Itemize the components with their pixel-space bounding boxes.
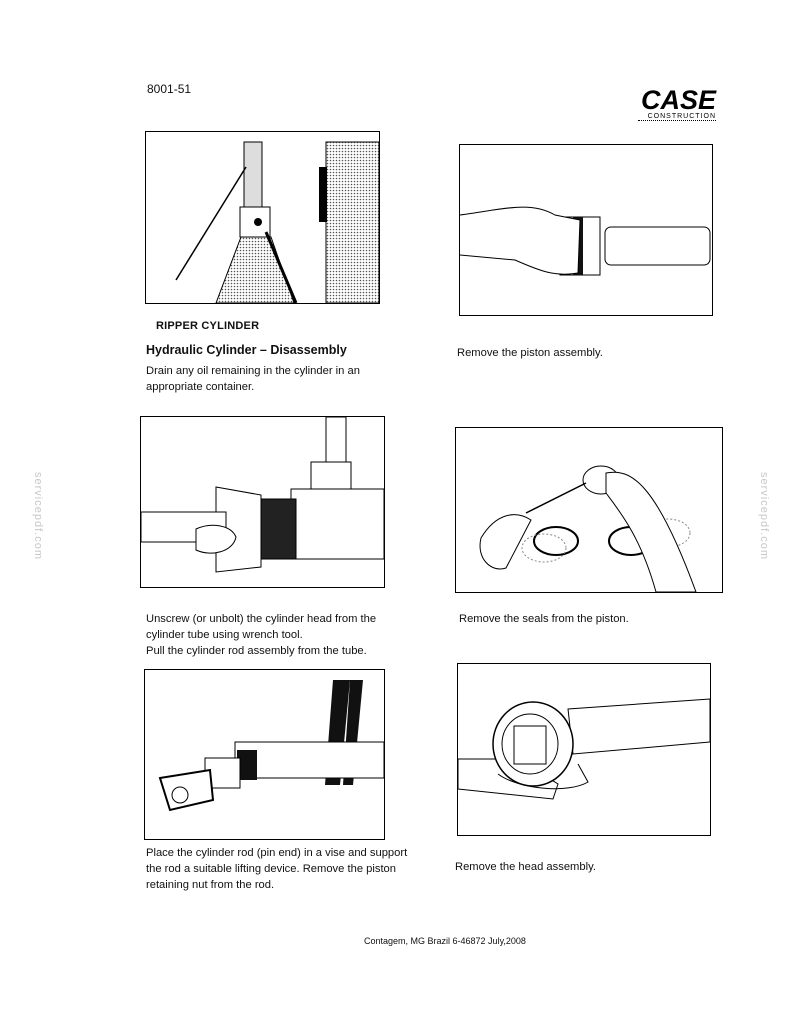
logo-subtext: CONSTRUCTION — [638, 113, 716, 121]
watermark-left: servicepdf.com — [31, 472, 44, 560]
logo-text: CASE — [640, 85, 716, 115]
watermark-right: servicepdf.com — [757, 472, 770, 560]
heading: Hydraulic Cylinder – Disassembly — [146, 343, 347, 357]
page-number: 8001-51 — [147, 82, 192, 96]
figure-rod-in-vise — [144, 669, 385, 840]
figure-cylinder-head — [140, 416, 385, 588]
footer: Contagem, MG Brazil 6-46872 July,2008 — [364, 936, 526, 946]
figure-head-assembly — [457, 663, 711, 836]
step4-text: Remove the seals from the piston. — [459, 613, 629, 625]
figure-piston-seals — [455, 427, 723, 593]
step2-text: Remove the piston assembly. — [457, 347, 603, 359]
step1-text: Drain any oil remaining in the cylinder in an appropriate container. — [146, 365, 360, 393]
figure-piston-assembly — [459, 144, 713, 316]
figure-ripper-cylinder — [145, 131, 380, 304]
step3-text: Unscrew (or unbolt) the cylinder head from the cylinder tube using wrench tool. Pull the cylinder rod assembly from the tube. — [146, 613, 377, 657]
case-logo — [606, 86, 716, 122]
section-label: RIPPER CYLINDER — [156, 320, 260, 332]
step5-text: Place the cylinder rod (pin end) in a vise and support the rod a suitable lifting device. Remove the piston retaining nut from the rod. — [146, 847, 408, 891]
step6-text: Remove the head assembly. — [455, 861, 596, 873]
